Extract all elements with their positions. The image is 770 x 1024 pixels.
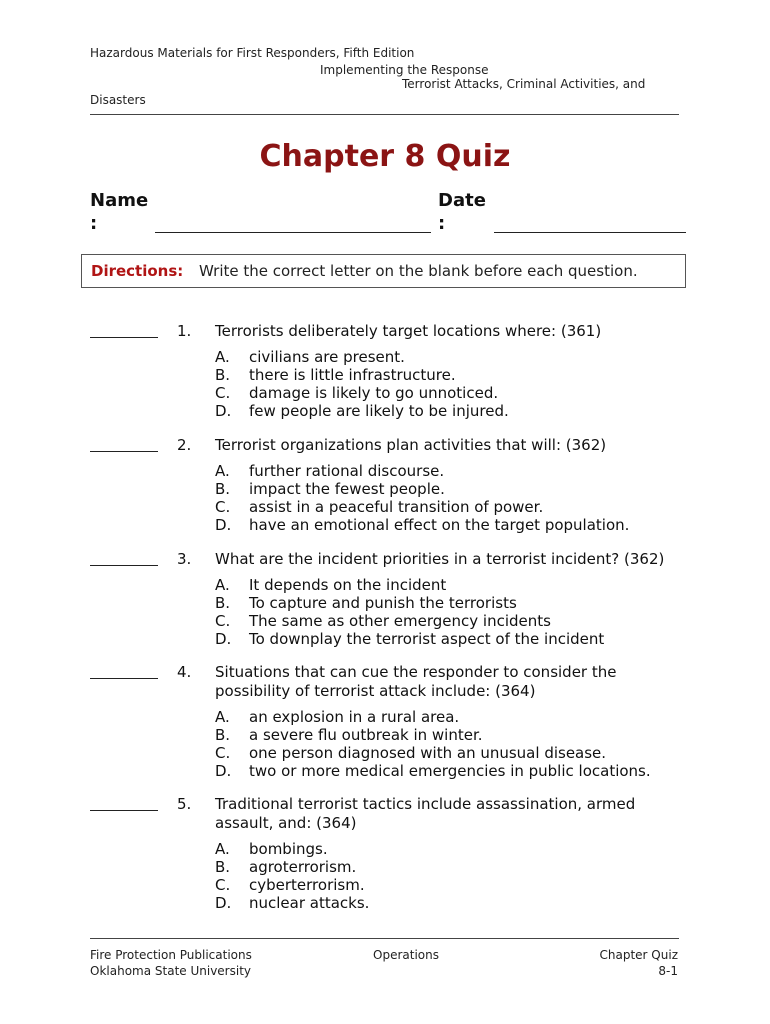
options-list xyxy=(215,576,685,648)
option-letter: B. xyxy=(215,366,231,384)
option-text: few people are likely to be injured. xyxy=(249,402,509,420)
option-c xyxy=(215,498,685,516)
option-c xyxy=(215,384,685,402)
option-d xyxy=(215,630,685,648)
footer-page-number: 8-1 xyxy=(658,964,678,978)
option-letter: D. xyxy=(215,402,232,420)
footer-publisher: Fire Protection Publications xyxy=(90,948,252,962)
options-list xyxy=(215,840,685,912)
answer-blank-5[interactable] xyxy=(90,810,158,811)
option-text: have an emotional effect on the target population. xyxy=(249,516,630,534)
option-c xyxy=(215,876,685,894)
header-chapter-line1: Terrorist Attacks, Criminal Activities, and xyxy=(402,77,646,91)
question-number: 2. xyxy=(177,436,192,454)
option-text: bombings. xyxy=(249,840,328,858)
option-text: agroterrorism. xyxy=(249,858,357,876)
name-field[interactable] xyxy=(155,232,431,233)
option-text: further rational discourse. xyxy=(249,462,445,480)
date-colon: : xyxy=(438,213,446,234)
option-letter: A. xyxy=(215,708,230,726)
option-a xyxy=(215,348,685,366)
option-c xyxy=(215,612,685,630)
question-text: Situations that can cue the responder to consider the possibility of terrorist attack include: (364) xyxy=(215,663,617,700)
header-section: Implementing the Response xyxy=(320,63,489,77)
option-text: The same as other emergency incidents xyxy=(249,612,551,630)
option-text: To downplay the terrorist aspect of the incident xyxy=(249,630,605,648)
name-label: Name xyxy=(90,190,149,211)
option-text: civilians are present. xyxy=(249,348,405,366)
page-title: Chapter 8 Quiz xyxy=(259,139,511,174)
option-text: assist in a peaceful transition of power. xyxy=(249,498,544,516)
footer-university: Oklahoma State University xyxy=(90,964,251,978)
option-letter: B. xyxy=(215,858,231,876)
directions-box xyxy=(81,254,686,288)
option-b xyxy=(215,366,685,384)
option-text: two or more medical emergencies in public locations. xyxy=(249,762,651,780)
option-b xyxy=(215,480,685,498)
option-text: It depends on the incident xyxy=(249,576,447,594)
option-letter: D. xyxy=(215,762,232,780)
option-letter: A. xyxy=(215,348,230,366)
option-c xyxy=(215,744,685,762)
option-d xyxy=(215,762,685,780)
date-field[interactable] xyxy=(494,232,686,233)
option-letter: B. xyxy=(215,594,231,612)
option-a xyxy=(215,462,685,480)
header-chapter-line2: Disasters xyxy=(90,93,146,107)
option-text: damage is likely to go unnoticed. xyxy=(249,384,499,402)
option-b xyxy=(215,594,685,612)
question-text: Traditional terrorist tactics include assassination, armed assault, and: (364) xyxy=(215,795,636,832)
option-text: an explosion in a rural area. xyxy=(249,708,460,726)
option-text: one person diagnosed with an unusual disease. xyxy=(249,744,607,762)
answer-blank-2[interactable] xyxy=(90,451,158,452)
option-letter: C. xyxy=(215,744,231,762)
option-letter: A. xyxy=(215,576,230,594)
option-b xyxy=(215,726,685,744)
question-number: 3. xyxy=(177,550,192,568)
footer-divider xyxy=(90,938,679,939)
option-a xyxy=(215,840,685,858)
option-text: impact the fewest people. xyxy=(249,480,445,498)
option-text: there is little infrastructure. xyxy=(249,366,456,384)
options-list xyxy=(215,462,685,534)
question-text: Terrorist organizations plan activities that will: (362) xyxy=(215,436,607,454)
option-text: cyberterrorism. xyxy=(249,876,365,894)
answer-blank-3[interactable] xyxy=(90,565,158,566)
question-number: 1. xyxy=(177,322,192,340)
option-letter: D. xyxy=(215,894,232,912)
option-letter: C. xyxy=(215,498,231,516)
footer-doc-type: Chapter Quiz xyxy=(599,948,678,962)
options-list xyxy=(215,708,685,780)
option-d xyxy=(215,894,685,912)
answer-blank-4[interactable] xyxy=(90,678,158,679)
header-divider xyxy=(90,114,679,115)
directions-label: Directions: xyxy=(91,262,184,280)
question-text: What are the incident priorities in a terrorist incident? (362) xyxy=(215,550,665,568)
footer-level: Operations xyxy=(373,948,439,962)
option-letter: C. xyxy=(215,384,231,402)
option-letter: A. xyxy=(215,462,230,480)
option-d xyxy=(215,402,685,420)
directions-text: Write the correct letter on the blank before each question. xyxy=(199,262,638,280)
name-colon: : xyxy=(90,213,98,234)
question-number: 5. xyxy=(177,795,192,813)
answer-blank-1[interactable] xyxy=(90,337,158,338)
option-letter: D. xyxy=(215,630,232,648)
option-text: To capture and punish the terrorists xyxy=(249,594,517,612)
option-letter: C. xyxy=(215,876,231,894)
option-text: a severe flu outbreak in winter. xyxy=(249,726,483,744)
option-b xyxy=(215,858,685,876)
option-a xyxy=(215,576,685,594)
options-list xyxy=(215,348,685,420)
option-letter: A. xyxy=(215,840,230,858)
question-text: Terrorists deliberately target locations where: (361) xyxy=(215,322,602,340)
option-letter: B. xyxy=(215,480,231,498)
option-text: nuclear attacks. xyxy=(249,894,370,912)
header-book-title: Hazardous Materials for First Responders, Fifth Edition xyxy=(90,46,415,60)
option-letter: D. xyxy=(215,516,232,534)
option-d xyxy=(215,516,685,534)
date-label: Date xyxy=(438,190,486,211)
option-a xyxy=(215,708,685,726)
question-number: 4. xyxy=(177,663,192,681)
option-letter: C. xyxy=(215,612,231,630)
option-letter: B. xyxy=(215,726,231,744)
